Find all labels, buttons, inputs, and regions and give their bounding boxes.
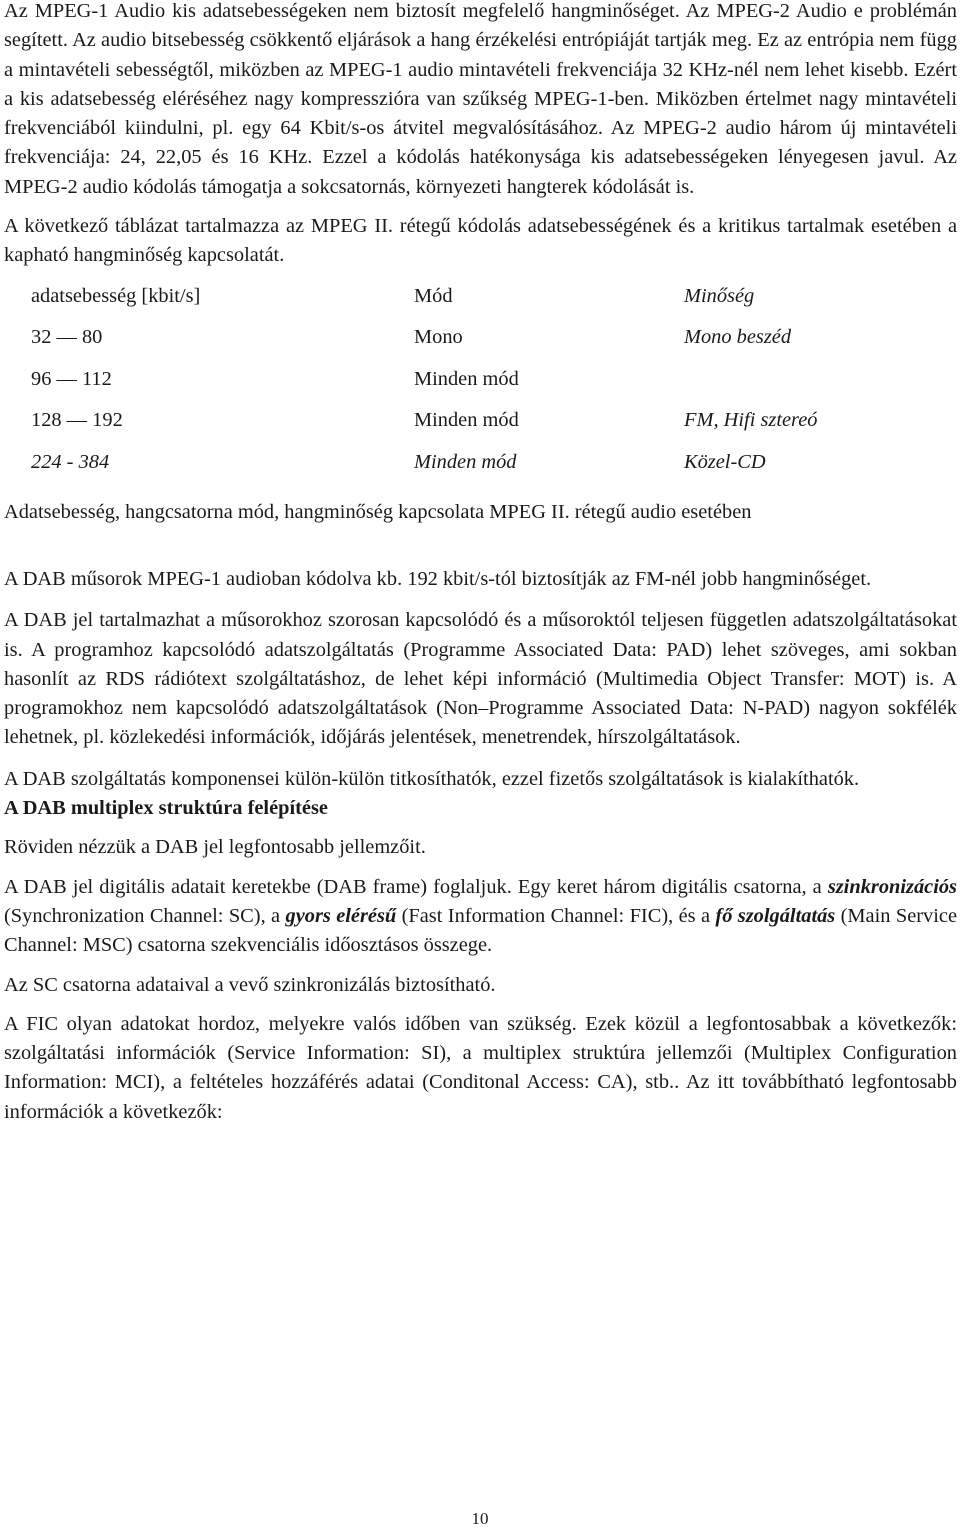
text-run: (Synchronization Channel: SC), a [4,904,286,927]
table-row [31,409,904,451]
text-run: (Fast Information Channel: FIC), és a [396,904,716,927]
text-run: A DAB jel digitális adatait keretekbe (DAB frame) foglaljuk. Egy keret három digitális csatorna, a [4,875,828,898]
bitrate-quality-table [31,285,904,493]
text-run: (Main Service Channel: MSC) csatorna szekvenciális időosztásos összege. [4,904,958,957]
table-header-cell: Mód [414,284,453,307]
table-header-cell: Minőség [684,284,755,307]
page-number: 10 [471,1509,489,1528]
table-caption: Adatsebesség, hangcsatorna mód, hangminőség kapcsolata MPEG II. rétegű audio esetében [4,500,752,523]
paragraph-mpeg-audio: Az MPEG-1 Audio kis adatsebességeken nem biztosít megfelelő hangminőséget. Az MPEG-2 Audio e problémán segített. Az audio bitsebesség csökkentő eljárások a hang érzékelési entrópiáját tartják meg. Ez az entrópia nem függ a mintavételi sebességtől, miközben az MPEG-1 audio mintavételi frekvenciája 32 KHz-nél nem lehet kisebb. Ezért a kis adatsebesség eléréséhez nagy kompresszióra van szűkség MPEG-1-ben. Miközben értelmet nagy mintavételi frekvenciából kiindulni, pl. egy 64 Kbit/s-os átvitel megvalósításához. Az MPEG-2 audio három új mintavételi frekvenciája: 24, 22,05 és 16 KHz. Ezzel a kódolás hatékonysága kis adatsebességeken lényegesen javul. Az MPEG-2 audio kódolás támogatja a sokcsatornás, környezeti hangterek kódolását is. [4,0,957,198]
table-cell [684,368,904,410]
paragraph-dab-data-services: A DAB jel tartalmazhat a műsorokhoz szorosan kapcsolódó és a műsoroktól teljesen független adatszolgáltatásokat is. A programhoz kapcsolódó adatszolgáltatás (Programme Associated Data: PAD) lehet szöveges, ami sokban hasonlít az RDS rádiótext szolgáltatáshoz, de lehet képi információ (Multimedia Object Transfer: MOT) is. A programokhoz nem kapcsolódó adatszolgáltatások (Non–Programme Associated Data: N-PAD) nagyon sokfélék lehetnek, pl. közlekedési információk, időjárás jelentések, menetrendek, hírszolgáltatások. [4,609,957,749]
table-cell: 32 — 80 [31,326,103,349]
emphasis-term: szinkronizációs [827,875,957,898]
paragraph-sc-channel: Az SC csatorna adataival a vevő szinkronizálás biztosítható. [4,973,496,996]
paragraph-dab-frame [4,873,957,961]
table-cell: 96 — 112 [31,367,112,390]
table-cell: Minden mód [414,367,519,390]
table-cell: Minden mód [414,409,519,432]
emphasis-term: fő szolgáltatás [715,904,836,927]
table-cell: FM, Hifi sztereó [684,409,818,432]
table-row [31,326,904,368]
table-cell: Minden mód [414,451,517,474]
table-header-cell: adatsebesség [kbit/s] [31,284,201,307]
table-header-row [31,285,904,327]
table-cell: Mono [414,326,463,349]
paragraph-dab-encryption: A DAB szolgáltatás komponensei külön-külön titkosíthatók, ezzel fizetős szolgáltatások is kialakíthatók. [4,767,860,790]
paragraph-overview: Röviden nézzük a DAB jel legfontosabb jellemzőit. [4,836,426,859]
table-cell: Közel-CD [684,451,766,474]
table-cell: Mono beszéd [684,326,792,349]
paragraph-table-intro: A következő táblázat tartalmazza az MPEG II. rétegű kódolás adatsebességének és a kritikus tartalmak esetében a kapható hangminőség kapcsolatát. [4,215,957,267]
paragraph-dab-quality: A DAB műsorok MPEG-1 audioban kódolva kb. 192 kbit/s-tól biztosítják az FM-nél jobb hangminőséget. [4,567,872,590]
paragraph-fic-channel: A FIC olyan adatokat hordoz, melyekre valós időben van szükség. Ezek közül a legfontosabbak a következők: szolgáltatási információk (Service Information: SI), a multiplex struktúra jellemzői (Multiplex Configuration Information: MCI), a feltételes hozzáférés adatai (Conditonal Access: CA), stb.. Az itt továbbítható legfontosabb információk a következők: [4,1012,957,1123]
table-row [31,451,904,493]
table-cell: 224 - 384 [31,451,110,474]
table-cell: 128 — 192 [31,409,123,432]
section-heading: A DAB multiplex struktúra felépítése [4,797,328,820]
table-row [31,368,904,410]
emphasis-term: gyors elérésű [285,904,397,927]
